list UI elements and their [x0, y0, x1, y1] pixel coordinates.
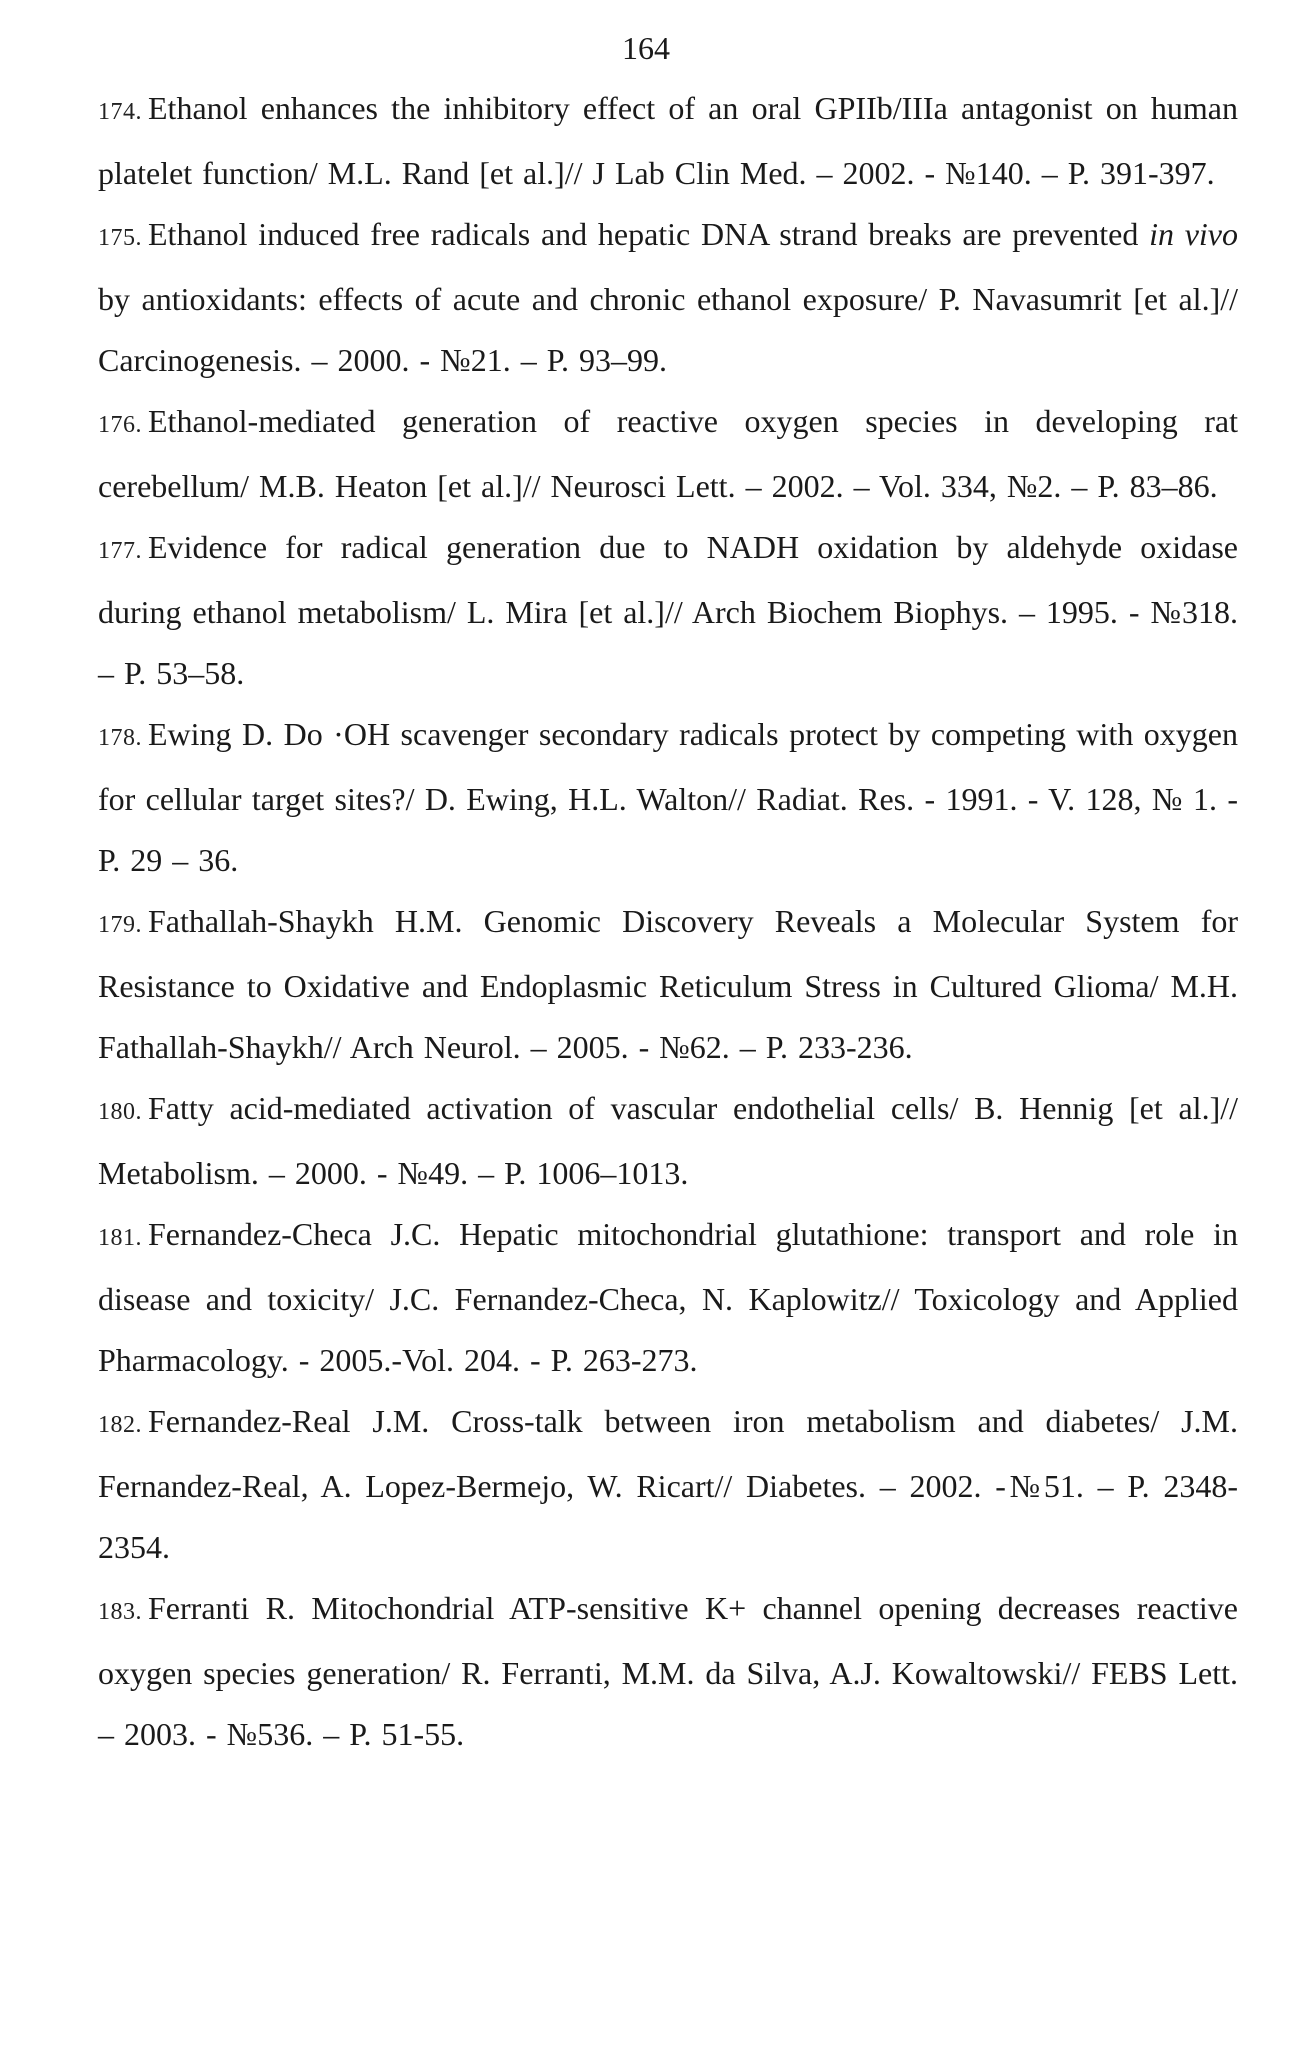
reference-list: [90, 78, 1238, 1765]
reference-text: Fatty acid-mediated activation of vascular endothelial cells/ B. Hennig [et al.]// Metabolism. – 2000. - №49. – P. 1006–1013.: [98, 1090, 1238, 1191]
reference-text: Fernandez-Checa J.C. Hepatic mitochondrial glutathione: transport and role in disease and toxicity/ J.C. Fernandez-Checa, N. Kaplowitz// Toxicology and Applied Pharmacology. - 2005.-Vol. 204. - P. 263-273.: [98, 1216, 1238, 1378]
reference-number: 179.: [98, 912, 142, 938]
reference-text: Fathallah-Shaykh H.M. Genomic Discovery Reveals a Molecular System for Resistance to Oxidative and Endoplasmic Reticulum Stress in Cultured Glioma/ M.H. Fathallah-Shaykh// Arch Neurol. – 2005. - №62. – P. 233-236.: [98, 903, 1238, 1065]
reference-number: 178.: [98, 725, 142, 751]
reference-text-part: by antioxidants: effects of acute and chronic ethanol exposure/ P. Navasumrit [et al.]// Carcinogenesis. – 2000. - №21. – P. 93–99.: [98, 281, 1238, 378]
reference-item: [90, 517, 1238, 704]
reference-number: 183.: [98, 1599, 142, 1625]
reference-text: Ethanol-mediated generation of reactive oxygen species in developing rat cerebellum/ M.B. Heaton [et al.]// Neurosci Lett. – 2002. – Vol. 334, №2. – P. 83–86.: [98, 403, 1238, 504]
reference-number: 181.: [98, 1225, 142, 1251]
reference-number: 182.: [98, 1412, 142, 1438]
reference-number: 175.: [98, 225, 142, 251]
reference-item: [90, 78, 1238, 204]
reference-item: [90, 704, 1238, 891]
reference-item: [90, 204, 1238, 391]
reference-item: [90, 1391, 1238, 1578]
reference-item: [90, 391, 1238, 517]
reference-number: 180.: [98, 1099, 142, 1125]
reference-item: [90, 1078, 1238, 1204]
reference-text: Ferranti R. Mitochondrial ATP-sensitive K+ channel opening decreases reactive oxygen species generation/ R. Ferranti, M.M. da Silva, A.J. Kowaltowski// FEBS Lett. – 2003. - №536. – P. 51-55.: [98, 1590, 1238, 1752]
reference-text: Evidence for radical generation due to NADH oxidation by aldehyde oxidase during ethanol metabolism/ L. Mira [et al.]// Arch Biochem Biophys. – 1995. - №318. – P. 53–58.: [98, 529, 1238, 691]
reference-text: [98, 216, 1238, 378]
reference-item: [90, 891, 1238, 1078]
reference-number: 174.: [98, 99, 142, 125]
reference-number: 176.: [98, 412, 142, 438]
reference-text-italic: in vivo: [1149, 216, 1239, 252]
reference-text: Ethanol enhances the inhibitory effect of an oral GPIIb/IIIa antagonist on human platelet function/ M.L. Rand [et al.]// J Lab Clin Med. – 2002. - №140. – P. 391-397.: [98, 90, 1238, 191]
page-number: 164: [622, 30, 670, 66]
reference-item: [90, 1578, 1238, 1765]
reference-item: [90, 1204, 1238, 1391]
reference-text: Fernandez-Real J.M. Cross-talk between iron metabolism and diabetes/ J.M. Fernandez-Real, A. Lopez-Bermejo, W. Ricart// Diabetes. – 2002. -№51. – P. 2348-2354.: [98, 1403, 1238, 1565]
reference-text-part: Ethanol induced free radicals and hepatic DNA strand breaks are prevented: [148, 216, 1150, 252]
reference-text: Ewing D. Do ·OH scavenger secondary radicals protect by competing with oxygen for cellular target sites?/ D. Ewing, H.L. Walton// Radiat. Res. - 1991. - V. 128, № 1. - P. 29 – 36.: [98, 716, 1238, 878]
reference-number: 177.: [98, 538, 142, 564]
